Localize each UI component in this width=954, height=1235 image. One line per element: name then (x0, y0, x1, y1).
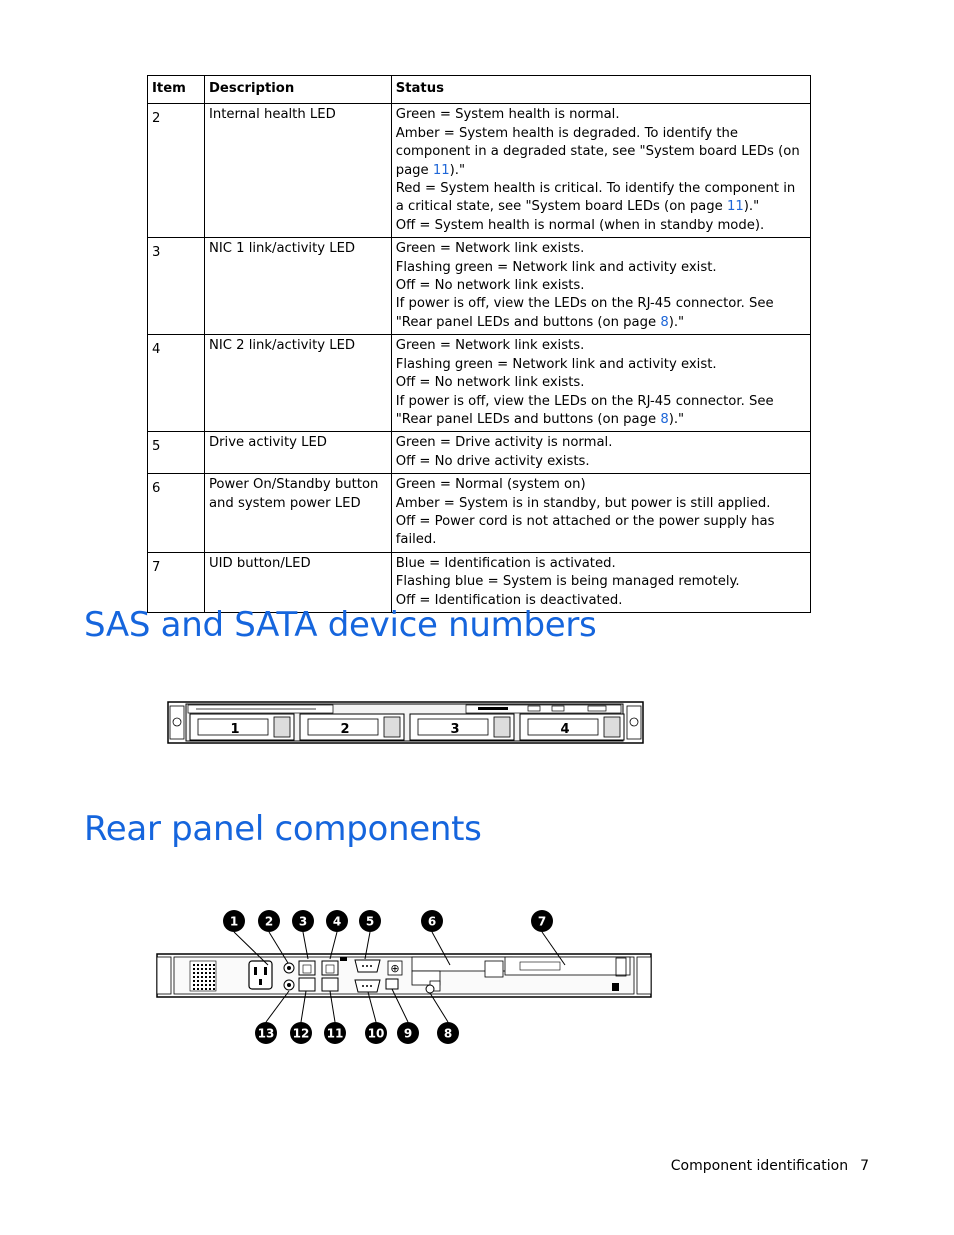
callout-marker (258, 910, 280, 932)
row-description: NIC 2 link/activity LED (204, 335, 391, 432)
status-text: If power is off, view the LEDs on the RJ-45 connector. See "Rear panel LEDs and buttons (on page (395, 296, 774, 330)
status-text: Green = System health is normal. (395, 107, 620, 123)
table-row (148, 104, 811, 238)
status-text: Off = Power cord is not attached or the power supply has failed. (395, 513, 775, 548)
status-text: Blue = Identification is activated. (395, 555, 616, 571)
row-status (391, 474, 810, 553)
status-line (396, 453, 806, 471)
status-text: Off = No network link exists. (395, 375, 585, 391)
status-line (396, 337, 806, 355)
page-reference-link[interactable]: 11 (726, 199, 744, 215)
row-status (391, 552, 810, 612)
footer-page-number: 7 (860, 1158, 869, 1174)
page-reference-link[interactable]: 11 (432, 162, 450, 178)
status-text: Red = System health is critical. To identify the component in a critical state, see "System board LEDs (on page (395, 181, 796, 215)
status-text: )." (668, 314, 685, 330)
callout-marker (421, 910, 443, 932)
status-line (396, 356, 806, 374)
svg-text:⊕: ⊕ (390, 962, 400, 975)
callout-marker (292, 910, 314, 932)
status-line (396, 555, 806, 573)
status-text: Off = System health is normal (when in standby mode). (395, 217, 765, 233)
section-title-rear-panel: Rear panel components (84, 809, 482, 849)
callout-marker (359, 910, 381, 932)
table-row (148, 432, 811, 474)
callout-number: 9 (403, 1026, 413, 1041)
status-line (396, 434, 806, 452)
callout-number: 2 (264, 914, 274, 929)
table-row (148, 474, 811, 553)
status-line (396, 495, 806, 513)
row-item-number: 5 (148, 432, 205, 474)
table-row (148, 238, 811, 335)
page-reference-link[interactable]: 8 (660, 314, 669, 330)
header-description: Description (204, 76, 391, 104)
row-status (391, 432, 810, 474)
callout-number: 8 (443, 1026, 453, 1041)
status-text: If power is off, view the LEDs on the RJ-45 connector. See "Rear panel LEDs and buttons (on page (395, 393, 774, 427)
row-description: Internal health LED (204, 104, 391, 238)
status-text: Green = Network link exists. (395, 338, 585, 354)
drive-bay (300, 714, 404, 740)
callout-marker (255, 1022, 277, 1044)
callout-marker (290, 1022, 312, 1044)
row-item-number: 2 (148, 104, 205, 238)
row-description: UID button/LED (204, 552, 391, 612)
header-status: Status (391, 76, 810, 104)
status-text: Flashing green = Network link and activity exist. (395, 259, 717, 275)
row-item-number: 3 (148, 238, 205, 335)
row-description: NIC 1 link/activity LED (204, 238, 391, 335)
callout-number: 4 (332, 914, 342, 929)
status-text: )." (743, 199, 760, 215)
callout-number: 3 (298, 914, 308, 929)
status-line (396, 180, 806, 217)
status-line (396, 374, 806, 392)
callout-number: 1 (229, 914, 239, 929)
status-text: Amber = System is in standby, but power is still applied. (395, 495, 771, 511)
status-line (396, 240, 806, 258)
drive-bay (410, 714, 514, 740)
status-text: Flashing green = Network link and activity exist. (395, 356, 717, 372)
section-title-sas-sata: SAS and SATA device numbers (84, 605, 597, 645)
drive-bay-number: 2 (340, 722, 350, 737)
row-item-number: 7 (148, 552, 205, 612)
row-description: Power On/Standby button and system power LED (204, 474, 391, 553)
status-line (396, 295, 806, 332)
row-description: Drive activity LED (204, 432, 391, 474)
header-item: Item (148, 76, 205, 104)
callout-number: 13 (257, 1026, 275, 1041)
table-body (148, 104, 811, 613)
callout-number: 6 (427, 914, 437, 929)
front-panel-drive-bays-figure (166, 700, 646, 746)
row-status (391, 238, 810, 335)
rear-panel-components-figure (150, 905, 660, 1050)
status-text: Off = No network link exists. (395, 278, 585, 294)
callout-marker (223, 910, 245, 932)
status-line (396, 277, 806, 295)
page-footer (671, 1158, 869, 1174)
status-text: Green = Network link exists. (395, 241, 585, 257)
status-text: Amber = System health is degraded. To identify the component in a degraded state, see "System board LEDs (on page (395, 125, 800, 178)
callout-number: 7 (537, 914, 547, 929)
table-row (148, 335, 811, 432)
drive-bay-number: 4 (560, 722, 570, 737)
status-text: Green = Normal (system on) (395, 477, 586, 493)
drive-bay-number: 1 (230, 722, 240, 737)
row-status (391, 335, 810, 432)
status-text: )." (668, 411, 685, 427)
row-item-number: 4 (148, 335, 205, 432)
status-text: )." (449, 162, 466, 178)
status-text: Off = Identification is deactivated. (395, 592, 623, 608)
status-line (396, 573, 806, 591)
drive-bay (520, 714, 624, 740)
callout-marker (326, 910, 348, 932)
footer-section-name: Component identification (670, 1158, 849, 1174)
drive-bay (190, 714, 294, 740)
status-text: Flashing blue = System is being managed remotely. (395, 574, 740, 590)
page-reference-link[interactable]: 8 (660, 411, 669, 427)
status-line (396, 125, 806, 180)
callout-marker (365, 1022, 387, 1044)
status-line (396, 259, 806, 277)
status-text: Off = No drive activity exists. (395, 453, 590, 469)
callout-marker (531, 910, 553, 932)
callout-marker (397, 1022, 419, 1044)
callout-number: 5 (365, 914, 375, 929)
callout-number: 10 (367, 1026, 385, 1041)
status-line (396, 106, 806, 124)
callout-marker (437, 1022, 459, 1044)
callout-number: 11 (326, 1026, 344, 1041)
row-item-number: 6 (148, 474, 205, 553)
status-line (396, 393, 806, 430)
drive-bay-number: 3 (450, 722, 460, 737)
led-status-table (147, 75, 811, 613)
table-header-row (148, 76, 811, 104)
callout-marker (324, 1022, 346, 1044)
status-text: Green = Drive activity is normal. (395, 435, 613, 451)
status-line (396, 513, 806, 550)
row-status (391, 104, 810, 238)
status-line (396, 217, 806, 235)
callout-number: 12 (292, 1026, 310, 1041)
status-line (396, 476, 806, 494)
table-row (148, 552, 811, 612)
